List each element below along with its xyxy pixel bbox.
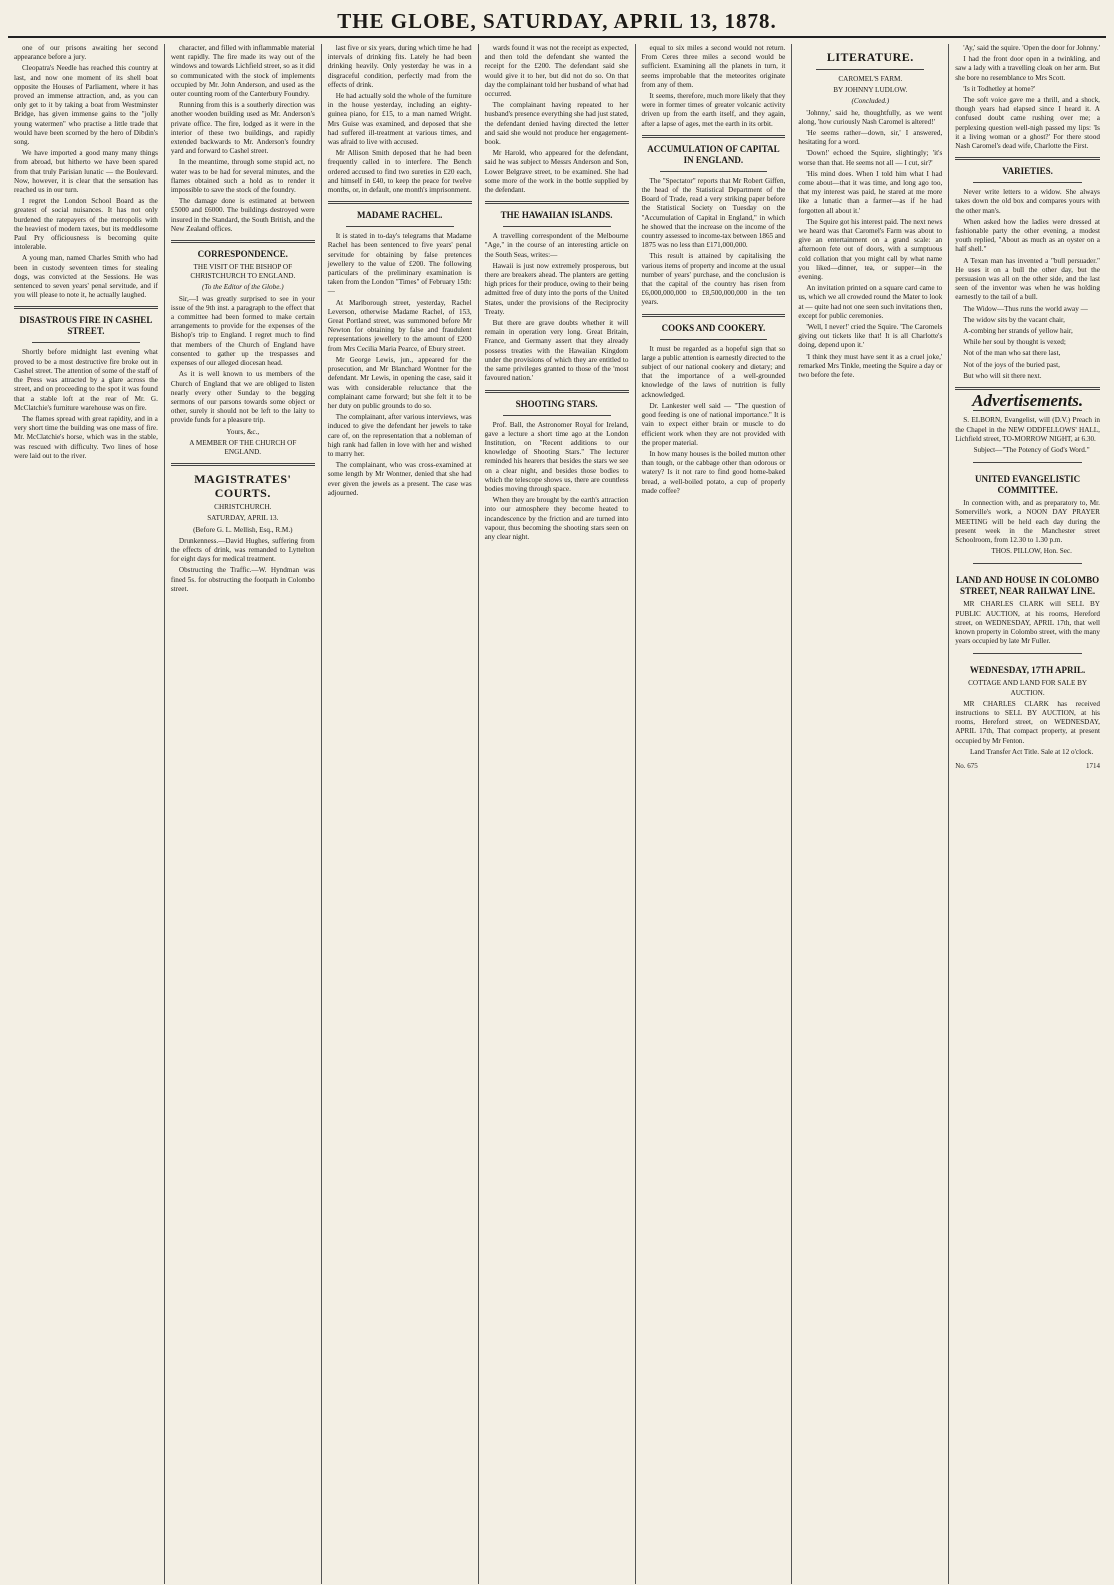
column-6	[792, 44, 949, 1584]
masthead-title: THE GLOBE, SATURDAY, APRIL 13, 1878.	[8, 6, 1106, 38]
section-heading-literature: LITERATURE.	[826, 50, 914, 64]
paragraph: Hawaii is just now extremely prosperous, but there are breakers ahead. The planters are getting high prices for their produce, owing to their being admitted free of duty into the ports of the United States, under the provisions of the Reciprocity Treaty.	[484, 261, 629, 316]
subheading: SATURDAY, APRIL 13.	[207, 514, 279, 523]
verse-line: But who will sit there next.	[963, 371, 1042, 380]
verse-line: The widow sits by the vacant chair,	[963, 315, 1065, 324]
ad-title: LAND AND HOUSE IN COLOMBO STREET, NEAR RAILWAY LINE.	[956, 575, 1100, 597]
story-title: CAROMEL'S FARM.	[838, 75, 903, 83]
heading-rule	[973, 182, 1082, 183]
section-heading-varieties: VARIETIES.	[1002, 166, 1053, 177]
verse-line: Not of the man who sat there last,	[963, 349, 1061, 358]
paragraph: A travelling correspondent of the Melbourne "Age," in the course of an interesting article on the South Seas, writes:—	[484, 232, 629, 259]
section-divider	[328, 201, 472, 204]
article-heading-correspondence: CORRESPONDENCE.	[197, 249, 288, 260]
paragraph: I regret the London School Board as the greatest of social nuisances. It has not only burdened the ratepayers of the metropolis with the heaviest of modern taxes, but its meddlesome Paul Pry officiousness is becoming quite intolerable.	[14, 197, 158, 252]
paragraph: 'He seems rather—down, sir,' I answered, hesitating for a word.	[798, 129, 943, 147]
verse-line: The Widow—Thus runs the world away —	[963, 304, 1088, 313]
advertisement-evangelist	[955, 416, 1100, 457]
story-author: BY JOHNNY LUDLOW.	[833, 86, 908, 95]
heading-rule	[660, 171, 768, 172]
paragraph: It must be regarded as a hopeful sign that so large a public attention is earnestly directed to the subject of our national cookery and dietary; and that the importance of a well-grounded knowledge of the laws of nutrition is fully acknowledged.	[641, 344, 786, 399]
ad-signature: THOS. PILLOW, Hon. Sec.	[991, 547, 1072, 556]
paragraph: At Marlborough street, yesterday, Rachel Leverson, otherwise Madame Rachel, of 153, Great Portland street, was summoned before Mr Newton for obtaining by false and fraudulent representations jewellery to the amount of £200 from Mrs Cecilia Maria Pearce, of Ebury street.	[327, 298, 472, 353]
advertisement-committee	[955, 468, 1100, 558]
section-divider	[171, 240, 315, 243]
paragraph: This result is attained by capitalising the various items of property and income at the usual number of years' purchase, and the conclusion is that the capital of the country has risen from £6,000,000,000 to £8,500,000,000 in the ten years.	[641, 252, 786, 307]
paragraph: Prof. Ball, the Astronomer Royal for Ireland, gave a lecture a short time ago at the London Institution, on "Recent additions to our knowledge of Shooting Stars." The lecturer reminded his hearers that besides the stars we see on a clear night, and besides those bodies to which the telescope shows us, there are countless bodies moving through space.	[484, 420, 629, 493]
paragraph: The soft voice gave me a thrill, and a shock, though years had elapsed since I heard it. A confused doubt came rushing over me; a perplexing question well-nigh passed my lips: 'Is it a living woman or a ghost?' For there stood Nash Caromel's dead wife, Charlotte the First.	[955, 96, 1100, 151]
section-divider	[14, 306, 158, 309]
article-heading-rachel: MADAME RACHEL.	[356, 210, 443, 221]
story-note: (Concluded.)	[851, 97, 890, 106]
paragraph: In how many houses is the boiled mutton other than tough, or the cabbage other than odorous or watery? Is it not rare to find good home-baked bread, a well-boiled potato, a cup of properly made coffee?	[641, 449, 786, 495]
paragraph: Drunkenness.—David Hughes, suffering from the effects of drink, was remanded to Lyttelton for eight days for medical treatment.	[170, 536, 315, 564]
paragraph: The complainant having repeated to her husband's presence everything she had just stated, the defendant denied having directed the letter and said she would not produce her engagement-book.	[484, 101, 629, 147]
paragraph: equal to six miles a second would not return. From Ceres three miles a second would be sufficient. Examining all the planets in turn, it seems improbable that the meteorites originate from any of them.	[641, 44, 786, 89]
paragraph: Mr Allison Smith deposed that he had been frequently called in to interfere. The Bench ordered accused to find two sureties in £20 each, and himself in £40, to keep the peace for twelve months, or, in default, one month's imprisonment.	[327, 149, 472, 195]
paragraph: 'His mind does. When I told him what I had come about—that it was time, and long ago too, that my interest was paid, he stared at me more like a lunatic than a farmer—as if he had forgotten all about it.'	[798, 169, 943, 215]
heading-rule	[32, 342, 140, 343]
paragraph: When asked how the ladies were dressed at fashionable party the other evening, a modest youth replied, "About as much as an oyster on a half shell."	[955, 217, 1100, 254]
paragraph: It seems, therefore, much more likely that they were in former times of greater volcanic activity driven up from the earth itself, and they again, after a lapse of ages, met the earth in its orbit.	[641, 92, 786, 128]
heading-rule	[503, 415, 611, 416]
section-divider	[955, 157, 1100, 160]
columns-container	[8, 44, 1106, 1584]
heading-rule	[503, 226, 611, 227]
paragraph: The Squire got his interest paid. The next news we heard was that Caromel's Farm was about to give an entertainment on a grand scale: an afternoon fete out of doors, with a sumptuous cold collation that you might call by what name you liked—dinner, tea, or supper—in the evening.	[798, 217, 943, 282]
ad-number-footer	[955, 762, 1100, 771]
section-divider	[171, 463, 315, 466]
paragraph: Running from this is a southerly direction was another wooden building used as Mr. Anderson's private office. The fire, lodged as it were in the interior of these two buildings, and rapidly extended backwards to Mr. Anderson's foundry yard and forward to Cashel street.	[170, 101, 315, 156]
section-divider	[485, 390, 629, 393]
paragraph: Never write letters to a widow. She always takes down the old box and compares yours with the other man's.	[955, 188, 1100, 215]
ad-divider	[973, 653, 1082, 654]
ad-number-left: No. 675	[955, 761, 978, 770]
paragraph: We have imported a good many many things from abroad, but hitherto we have been spared from that truly Parisian lunatic — the Boulevard. Now, however, it is clear that the sensation has reached us in our turn.	[14, 149, 158, 195]
advertisements-heading: Advertisements.	[972, 391, 1084, 411]
paragraph: The "Spectator" reports that Mr Robert Giffen, the head of the Statistical Department of the Board of Trade, read a very striking paper before the Statistical Society on Tuesday on the "Accumulation of Capital in England," in which he showed that the increase on the income of the country assessed to income-tax between 1865 and 1875 was no less than £171,000,000.	[641, 176, 786, 250]
ad-subject: Subject—"The Potency of God's Word."	[973, 445, 1090, 454]
article-heading-cookery: COOKS AND COOKERY.	[661, 322, 766, 333]
verse-line: A-combing her strands of yellow hair,	[963, 327, 1073, 336]
paragraph: Mr George Lewis, jun., appeared for the prosecution, and Mr Blanchard Wontner for the defendant. Mr Lewis, in opening the case, said it was with considerable reluctance that the complainant came forward; but she felt it to be her duty on public grounds to do so.	[327, 355, 472, 410]
paragraph: Mr Harold, who appeared for the defendant, said he was subject to Messrs Anderson and Son, Lower Belgrave street, to be examined. She had some more of the work in the bottle supplied by the defendant.	[484, 149, 629, 195]
article-heading-shooting-stars: SHOOTING STARS.	[515, 398, 598, 409]
subheading: THE VISIT OF THE BISHOP OF CHRISTCHURCH TO ENGLAND.	[190, 263, 296, 281]
paragraph: Sir,—I was greatly surprised to see in your issue of the 9th inst. a paragraph to the effect that a committee had been formed to make certain arrangements to provide for the expenses of the Bishop's trip to England. I regret much to find that members of the Church of England have consented to gather up the trespasses and expenses of our alleged diocesan head.	[170, 294, 315, 368]
ad-divider	[973, 563, 1082, 564]
paragraph: 'I think they must have sent it as a cruel joke,' remarked Mrs Tinkle, meeting the Squire a day or two before the fete.	[798, 352, 943, 380]
paragraph: 'Is it Todhetley at home?'	[963, 84, 1036, 93]
paragraph: one of our prisons awaiting her second appearance before a jury.	[14, 44, 158, 62]
column-1	[8, 44, 165, 1584]
subheading: (Before G. L. Mellish, Esq., R.M.)	[193, 525, 293, 534]
section-divider	[955, 387, 1100, 390]
article-heading-magistrates: MAGISTRATES' COURTS.	[194, 472, 292, 501]
ad-title: WEDNESDAY, 17TH APRIL.	[969, 665, 1086, 676]
paragraph: Dr. Lankester well said — "The question of good feeding is one of national importance." It is vain to expect either brain or muscle to do efficient work when they are not provided with the proper material.	[641, 401, 786, 447]
paragraph: In the meantime, through some stupid act, no water was to be had for several minutes, and the flames obtained such a hold as to render it impossible to save the stock of the foundry.	[170, 158, 315, 195]
paragraph: It is stated in to-day's telegrams that Madame Rachel has been sentenced to five years' penal servitude for obtaining by false pretences jewellery to the value of £200. The following particulars of the preliminary examination is taken from the London "Times" of February 15th:—	[327, 232, 472, 296]
ad-footer: Land Transfer Act Title. Sale at 12 o'clock.	[969, 747, 1094, 756]
paragraph: wards found it was not the receipt as expected, and then told the defendant she wanted the receipt for the £200. The defendant said she would give it to her, but did not do so. On that day the complainant told her husband of what had occurred.	[484, 44, 629, 99]
paragraph: He had actually sold the whole of the furniture in the house yesterday, including an eighty-guinea piano, for £15, to a man named Wright. Mrs Guise was examined, and deposed that she had suffered ill-treatment at various times, and was afraid to live with accused.	[327, 92, 472, 147]
heading-rule	[660, 339, 768, 340]
ad-divider	[973, 462, 1082, 463]
signature: Yours, &c.,	[226, 427, 260, 436]
heading-rule	[816, 69, 924, 70]
section-divider	[485, 201, 629, 204]
paragraph: An invitation printed on a square card came to us, which we all crowded round the Mater to look at — quite had not one seen such invitations then, except for public ceremonies.	[798, 284, 943, 320]
paragraph: A Texan man has invented a "bull persuader." He uses it on a bull the other day, but the persuasion was all on the other side, and the last seen of the inventor was when he was holding earnestly to the tail of a bull.	[955, 256, 1100, 302]
verse-line: While her soul by thought is vexed;	[963, 338, 1066, 347]
paragraph: When they are brought by the earth's attraction into our atmosphere they become heated to incandescence by the friction and are turned into vapour, thus becoming the shooting stars seen on any clear night.	[484, 496, 629, 541]
subheading: CHRISTCHURCH.	[214, 503, 272, 512]
paragraph: I had the front door open in a twinkling, and saw a lady with a travelling cloak on her arm. But she bore no resemblance to Mrs Scott.	[955, 55, 1100, 82]
paragraph: 'Down!' echoed the Squire, slightingly; 'it's worse than that. He seems not all — I cut, sir?'	[798, 149, 943, 167]
ad-title: UNITED EVANGELISTIC COMMITTEE.	[975, 474, 1081, 496]
paragraph: The damage done is estimated at between £5000 and £6000. The buildings destroyed were insured in the Standard, the South British, and the New Zealand offices.	[170, 197, 315, 233]
article-heading-hawaii: THE HAWAIIAN ISLANDS.	[500, 210, 613, 221]
paragraph: Shortly before midnight last evening what proved to be a most destructive fire broke out in Cashel street. The attention of some of the staff of the Press was attracted by a glare across the street, and on proceeding to the spot it was found that a stable loft at the rear of Mr. G. McClatchie's furniture warehouse was on fire.	[14, 348, 158, 412]
section-divider	[642, 135, 786, 138]
ad-text: MR CHARLES CLARK has received instructions to SELL BY AUCTION, at his rooms, Hereford street, on WEDNESDAY, APRIL 17th, That compact property, at present occupied by Mr Fenton.	[955, 699, 1100, 745]
paragraph: A young man, named Charles Smith who had been in custody seventeen times for stealing dogs, was convicted at the Sessions. He was sentenced to seven years' penal servitude, and if you will please to note it, he actually laughed.	[14, 254, 158, 300]
advertisement-cottage-auction	[955, 659, 1100, 759]
signature: A MEMBER OF THE CHURCH OF ENGLAND.	[189, 438, 297, 456]
column-4	[479, 44, 636, 1584]
article-heading-capital: ACCUMULATION OF CAPITAL IN ENGLAND.	[647, 143, 780, 165]
paragraph: The complainant, who was cross-examined at some length by Mr Wontner, denied that she had ever given the jewels as a present. The case was adjourned.	[327, 461, 472, 497]
paragraph: The complainant, after various interviews, was induced to give the defendant her jewels to take care of, on the representation that a nobleman of high rank had fallen in love with her and wished to marry her.	[327, 413, 472, 458]
heading-rule	[973, 410, 1082, 411]
column-2	[165, 44, 322, 1584]
article-heading-fire: DISASTROUS FIRE IN CASHEL STREET.	[19, 315, 153, 337]
paragraph: The flames spread with great rapidity, and in a very short time the building was one mass of fire. Mr. McClatchie's horse, which was in the stable, was rescued with difficulty. Two lines of hose were laid out to the river.	[14, 414, 158, 460]
paragraph: But there are grave doubts whether it will remain in operation very long. Great Britain, France, and Germany assert that they already possess treaties with the Hawaiian Kingdom under the provisions of which they are entitled to the same privileges granted to those of the 'most favoured nation.'	[484, 319, 629, 383]
column-5	[636, 44, 793, 1584]
section-divider	[642, 314, 786, 317]
paragraph: As it is well known to us members of the Church of England that we are obliged to listen nearly every other Sunday to the begging sermons of our parsons towards some object or other, surely it should not be left to the laity to provide funds for a pleasure trip.	[170, 370, 315, 425]
column-3	[322, 44, 479, 1584]
ad-number-right: 1714	[1085, 761, 1100, 770]
column-7	[949, 44, 1106, 1584]
ad-text: MR CHARLES CLARK will SELL BY PUBLIC AUCTION, at his rooms, Hereford street, on WEDNESDAY, APRIL 17th, that well known property in Colombo street, with the many years occupied by late Mr Fuller.	[955, 600, 1100, 646]
paragraph: Cleopatra's Needle has reached this country at last, and now one moment of its shell boat opposite the Houses of Parliament, where it has proved an immense attraction, and, as you can only get to it by taking a boat from Westminster Bridge, has given immense gains to the "jolly young watermen" who practise a little trade that would have been scorned by the hero of Dibdin's song.	[14, 64, 158, 147]
paragraph: character, and filled with inflammable material went rapidly. The fire made its way out of the windows and towards Lichfield street, so as it did so communicated with the stock of implements occupied by Mr. John Anderson, and used as the outer counting room of the Canterbury Foundry.	[170, 44, 315, 99]
paragraph: last five or six years, during which time he had intervals of drinking fits. Lately he had been drinking heavily. Only yesterday he was in a disgraceful condition, perfectly mad from the effects of drink.	[327, 44, 472, 89]
subheading: (To the Editor of the Globe.)	[202, 283, 284, 292]
ad-title: S. ELBORN, Evangelist, will (D.V.) Preach in the Chapel in the NEW ODDFELLOWS' HALL, Lichfield street, TO-MORROW NIGHT, at 6.30.	[955, 416, 1100, 443]
advertisement-land-auction	[955, 569, 1100, 648]
paragraph: 'Ay,' said the squire. 'Open the door for Johnny.'	[963, 44, 1100, 52]
paragraph: 'Well, I never!' cried the Squire. 'The Caromels giving out tickets like that! It is all Charlotte's doing, depend upon it.'	[798, 323, 943, 350]
ad-subtitle: COTTAGE AND LAND FOR SALE BY AUCTION.	[968, 679, 1088, 697]
heading-rule	[346, 226, 454, 227]
paragraph: 'Johnny,' said he, thoughtfully, as we went along, 'how curiously Nash Caromel is altered!'	[798, 108, 943, 126]
verse-line: Not of the joys of the buried past,	[963, 360, 1060, 369]
paragraph: Obstructing the Traffic.—W. Hyndman was fined 5s. for obstructing the footpath in Colombo street.	[170, 566, 315, 593]
ad-text: In connection with, and as preparatory to, Mr. Somerville's work, a NOON DAY PRAYER MEETING will be held each day during the present week in the Manchester street Schoolroom, from 12.30 to 1.30 p.m.	[955, 499, 1100, 544]
